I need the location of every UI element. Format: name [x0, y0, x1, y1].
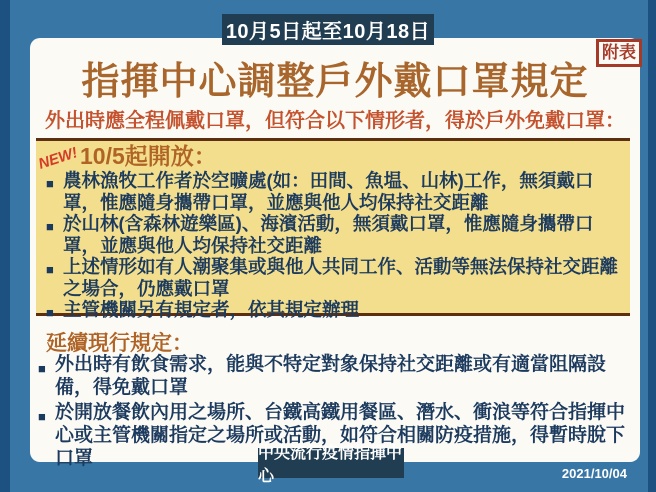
new-rules-heading-row [36, 143, 624, 173]
new-rules-heading: 10/5起開放： [80, 143, 217, 169]
appendix-badge-text: 附表 [602, 43, 636, 62]
bullet-square-icon: ■ [38, 409, 46, 424]
new-rules-list [46, 170, 624, 321]
new-rules-panel [36, 138, 630, 320]
left-edge-band [0, 0, 10, 492]
intro-statement: 外出時應全程佩戴口罩，但符合以下情形者，得於戶外免戴口罩： [45, 110, 625, 132]
current-rules-heading: 延續現行規定： [46, 332, 193, 355]
rule-text: 主管機關另有規定者，依其規定辦理 [63, 299, 360, 320]
poster-title: 指揮中心調整戶外戴口罩規定 [81, 61, 589, 103]
rule-text: 外出時有飲食需求，能與不特定對象保持社交距離或有適當阻隔設備，得免戴口罩 [55, 354, 607, 398]
list-item [46, 256, 624, 299]
right-edge-band [648, 0, 656, 492]
publish-date: 2021/10/04 [561, 466, 627, 481]
bullet-square-icon: ■ [46, 219, 54, 234]
rule-text: 於開放餐飲內用之場所、台鐵高鐵用餐區、潛水、衝浪等符合指揮中心或主管機關指定之場所或活動，如符合相關防疫措施，得暫時脫下口罩 [55, 402, 626, 469]
bullet-square-icon: ■ [46, 176, 54, 191]
org-name: 中央流行疫情指揮中心 [258, 445, 403, 485]
list-item [46, 170, 624, 213]
bullet-square-icon: ■ [38, 361, 46, 376]
date-range-banner [222, 14, 434, 45]
rule-text: 於山林(含森林遊樂區)、海濱活動，無須戴口罩，惟應隨身攜帶口罩，並應與他人均保持社交距離 [63, 213, 594, 256]
date-range-text: 10月5日起至10月18日 [225, 21, 431, 43]
bullet-square-icon: ■ [46, 262, 54, 277]
new-badge: NEW! [36, 144, 80, 173]
list-item [46, 299, 624, 321]
org-banner [258, 445, 404, 485]
rule-text: 上述情形如有人潮聚集或與他人共同工作、活動等無法保持社交距離之場合，仍應戴口罩 [63, 256, 619, 299]
appendix-badge [596, 39, 642, 67]
list-item [38, 353, 626, 399]
list-item [46, 213, 624, 256]
rule-text: 農林漁牧工作者於空曠處(如：田間、魚塭、山林)工作，無須戴口罩，惟應隨身攜帶口罩，並應與他人均保持社交距離 [63, 170, 594, 213]
bullet-square-icon: ■ [46, 305, 54, 320]
